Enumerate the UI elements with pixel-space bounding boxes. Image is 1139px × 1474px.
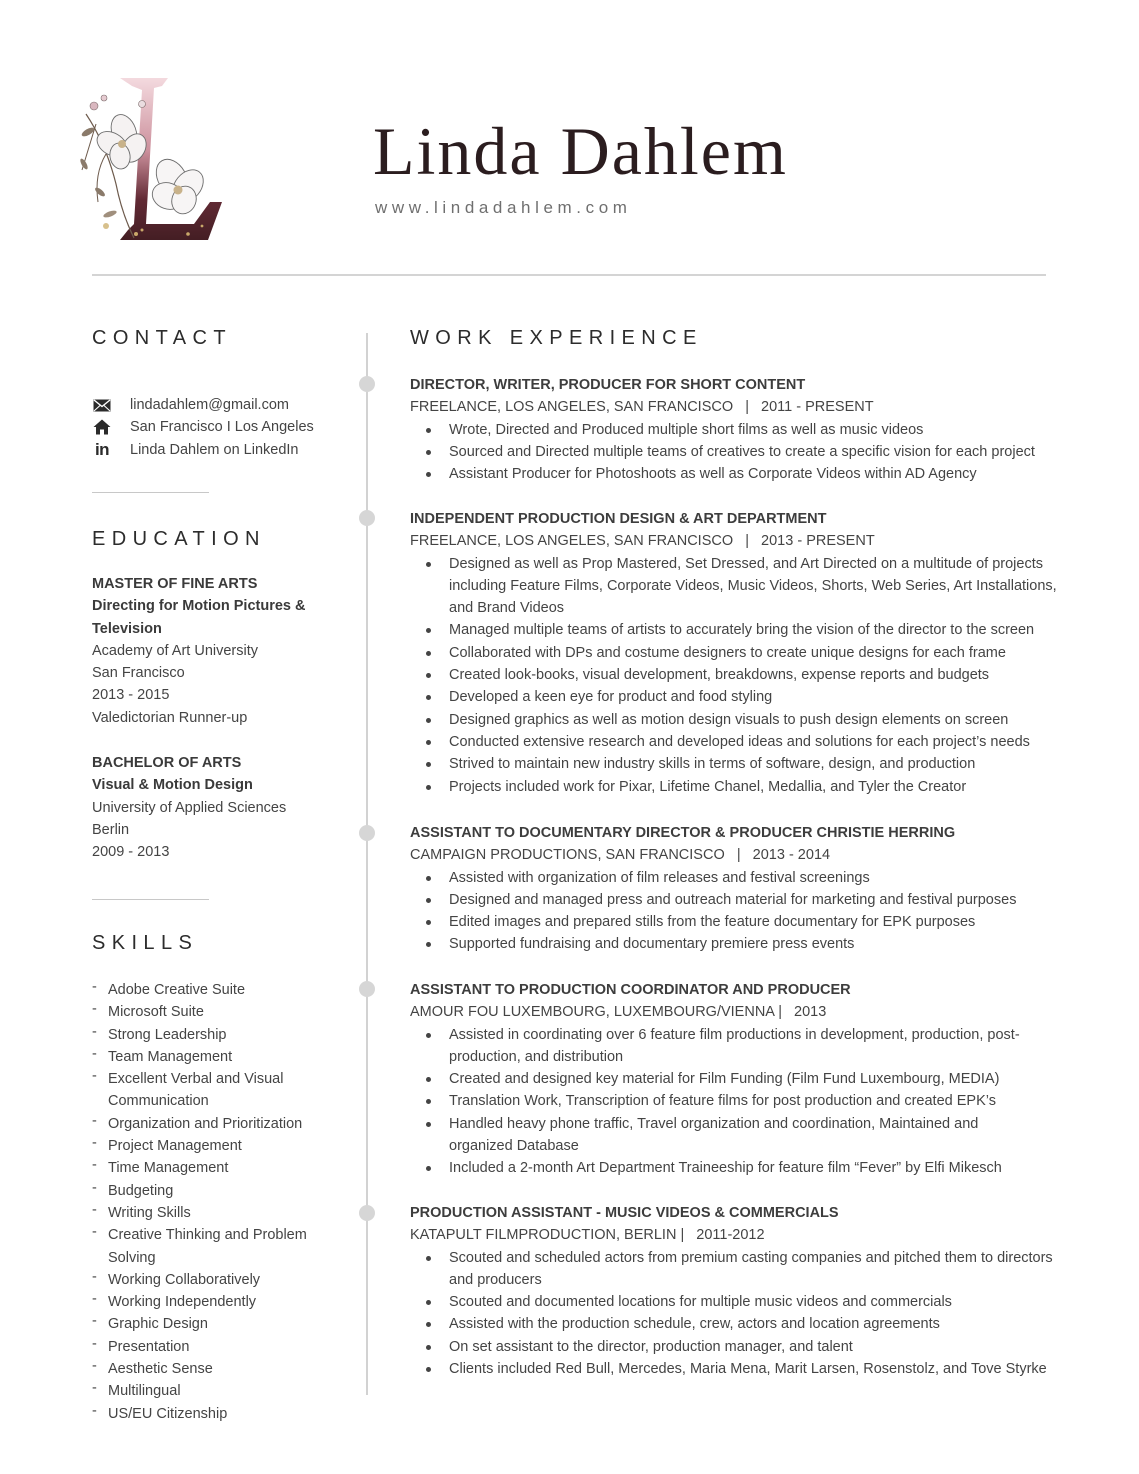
- job-entry: [410, 979, 1100, 1180]
- job-bullet: Created and designed key material for Film Funding (Film Fund Luxembourg, MEDIA): [410, 1068, 1100, 1090]
- job-bullets: [410, 867, 1100, 956]
- skill-item: - Organization and Prioritization: [92, 1113, 342, 1135]
- home-icon: [92, 418, 112, 436]
- contact-email-item[interactable]: [92, 394, 314, 416]
- job-bullet: Collaborated with DPs and costume designers to create unique designs for each frame: [410, 642, 1100, 664]
- job-company: CAMPAIGN PRODUCTIONS, SAN FRANCISCO | 2013 - 2014: [410, 847, 831, 864]
- resume-name: Linda Dahlem: [373, 113, 788, 189]
- education-entry-bachelor: [92, 752, 342, 863]
- job-bullet: Supported fundraising and documentary premiere press events: [410, 933, 1100, 955]
- degree-field: Directing for Motion Pictures & Television: [92, 598, 306, 637]
- job-bullet: Wrote, Directed and Produced multiple short films as well as music videos: [410, 419, 1100, 441]
- timeline-dot: [359, 376, 375, 392]
- contact-email-text: lindadahlem@gmail.com: [130, 397, 289, 414]
- education-divider: [92, 899, 209, 900]
- job-bullet: Sourced and Directed multiple teams of creatives to create a specific vision for each project: [410, 441, 1100, 463]
- job-bullet: Scouted and scheduled actors from premium casting companies and pitched them to directors and producers: [410, 1247, 1100, 1292]
- job-entry: [410, 1202, 1100, 1380]
- contact-linkedin-item[interactable]: [92, 439, 314, 461]
- skill-item: - Presentation: [92, 1336, 342, 1358]
- skill-item: - Microsoft Suite: [92, 1001, 342, 1023]
- school-name: University of Applied Sciences: [92, 799, 287, 816]
- job-bullets: [410, 1247, 1100, 1381]
- job-bullet: Projects included work for Pixar, Lifetime Chanel, Medallia, and Tyler the Creator: [410, 776, 1100, 798]
- job-bullet: Assisted in coordinating over 6 feature film productions in development, production, post-production, and distribution: [410, 1024, 1100, 1069]
- job-entry: [410, 822, 1100, 956]
- job-bullet: Designed as well as Prop Mastered, Set Dressed, and Art Directed on a multitude of projects including Feature Films, Corporate Videos, Music Videos, Shorts, Web Series, Art Installations, and Brand Videos: [410, 553, 1100, 620]
- skill-item: - Writing Skills: [92, 1202, 342, 1224]
- skill-item: - Aesthetic Sense: [92, 1358, 342, 1380]
- job-bullet: Assistant Producer for Photoshoots as well as Corporate Videos within AD Agency: [410, 463, 1100, 485]
- job-company: AMOUR FOU LUXEMBOURG, LUXEMBOURG/VIENNA | 2013: [410, 1004, 827, 1021]
- skill-item: - Graphic Design: [92, 1313, 342, 1335]
- job-title: PRODUCTION ASSISTANT - MUSIC VIDEOS & COMMERCIALS: [410, 1205, 839, 1221]
- job-bullet: Handled heavy phone traffic, Travel organization and coordination, Maintained and organized Database: [410, 1113, 1100, 1158]
- skill-item: - Excellent Verbal and Visual Communication: [92, 1068, 342, 1113]
- work-section-title: WORK EXPERIENCE: [410, 327, 703, 349]
- linkedin-icon: in: [94, 439, 110, 459]
- degree-title: BACHELOR OF ARTS: [92, 755, 242, 771]
- education-section-title: EDUCATION: [92, 528, 266, 550]
- skill-item: - US/EU Citizenship: [92, 1403, 342, 1425]
- job-entry: [410, 374, 1100, 485]
- job-bullet: Developed a keen eye for product and food styling: [410, 686, 1100, 708]
- skill-item: - Working Independently: [92, 1291, 342, 1313]
- timeline-dot: [359, 825, 375, 841]
- timeline-dot: [359, 510, 375, 526]
- contact-location-text: San Francisco I Los Angeles: [130, 419, 314, 436]
- school-city: San Francisco: [92, 665, 185, 682]
- job-bullet: Created look-books, visual development, breakdowns, expense reports and budgets: [410, 664, 1100, 686]
- header-divider: [92, 274, 1046, 276]
- contact-linkedin-text: Linda Dahlem on LinkedIn: [130, 441, 299, 458]
- school-name: Academy of Art University: [92, 642, 258, 659]
- skill-item: - Time Management: [92, 1157, 342, 1179]
- job-bullet: On set assistant to the director, production manager, and talent: [410, 1336, 1100, 1358]
- job-bullet: Strived to maintain new industry skills in terms of software, design, and production: [410, 753, 1100, 775]
- timeline-line: [366, 333, 368, 1395]
- timeline-dot: [359, 981, 375, 997]
- job-bullet: Designed and managed press and outreach material for marketing and festival purposes: [410, 889, 1100, 911]
- job-title: INDEPENDENT PRODUCTION DESIGN & ART DEPARTMENT: [410, 511, 827, 527]
- job-title: DIRECTOR, WRITER, PRODUCER FOR SHORT CONTENT: [410, 377, 806, 393]
- job-bullets: [410, 1024, 1100, 1180]
- skill-item: - Budgeting: [92, 1180, 342, 1202]
- school-city: Berlin: [92, 821, 130, 838]
- job-bullet: Clients included Red Bull, Mercedes, Maria Mena, Marit Larsen, Rosenstolz, and Tove Styrke: [410, 1358, 1100, 1380]
- job-bullet: Edited images and prepared stills from the feature documentary for EPK purposes: [410, 911, 1100, 933]
- website-link[interactable]: www.lindadahlem.com: [375, 198, 632, 217]
- contact-divider: [92, 492, 209, 493]
- skills-section-title: SKILLS: [92, 932, 199, 954]
- skill-item: - Working Collaboratively: [92, 1269, 342, 1291]
- degree-years: 2009 - 2013: [92, 844, 170, 861]
- job-bullet: Translation Work, Transcription of feature films for post production and created EPK’s: [410, 1090, 1100, 1112]
- monogram-logo-image: [76, 74, 228, 244]
- timeline-dot: [359, 1205, 375, 1221]
- contact-location-item: [92, 416, 314, 438]
- job-bullet: Assisted with the production schedule, crew, actors and location agreements: [410, 1313, 1100, 1335]
- skill-item: - Adobe Creative Suite: [92, 979, 342, 1001]
- job-bullet: Included a 2-month Art Department Traineeship for feature film “Fever” by Elfi Mikesch: [410, 1157, 1100, 1179]
- degree-field: Visual & Motion Design: [92, 777, 253, 794]
- envelope-icon: [92, 396, 112, 414]
- job-bullet: Managed multiple teams of artists to accurately bring the vision of the director to the screen: [410, 619, 1100, 641]
- skill-item: - Strong Leadership: [92, 1024, 342, 1046]
- skill-item: - Project Management: [92, 1135, 342, 1157]
- degree-note: Valedictorian Runner-up: [92, 709, 248, 726]
- contact-section-title: CONTACT: [92, 327, 232, 349]
- job-bullets: [410, 553, 1100, 798]
- skill-item: - Creative Thinking and Problem Solving: [92, 1224, 342, 1269]
- skill-item: - Team Management: [92, 1046, 342, 1068]
- job-bullet: Designed graphics as well as motion design visuals to push design elements on screen: [410, 709, 1100, 731]
- job-bullet: Scouted and documented locations for multiple music videos and commercials: [410, 1291, 1100, 1313]
- job-bullet: Assisted with organization of film releases and festival screenings: [410, 867, 1100, 889]
- job-title: ASSISTANT TO DOCUMENTARY DIRECTOR & PRODUCER CHRISTIE HERRING: [410, 825, 956, 841]
- job-title: ASSISTANT TO PRODUCTION COORDINATOR AND PRODUCER: [410, 982, 851, 998]
- job-company: FREELANCE, LOS ANGELES, SAN FRANCISCO | 2011 - PRESENT: [410, 399, 874, 416]
- education-entry-master: [92, 573, 342, 729]
- job-bullets: [410, 419, 1100, 486]
- degree-title: MASTER OF FINE ARTS: [92, 576, 258, 592]
- contact-list: [92, 394, 314, 461]
- skill-item: - Multilingual: [92, 1380, 342, 1402]
- job-bullet: Conducted extensive research and developed ideas and solutions for each project’s needs: [410, 731, 1100, 753]
- job-company: FREELANCE, LOS ANGELES, SAN FRANCISCO | 2013 - PRESENT: [410, 533, 875, 550]
- degree-years: 2013 - 2015: [92, 687, 170, 704]
- skills-list: [92, 979, 342, 1425]
- job-company: KATAPULT FILMPRODUCTION, BERLIN | 2011-2012: [410, 1227, 765, 1244]
- job-entry: [410, 508, 1100, 798]
